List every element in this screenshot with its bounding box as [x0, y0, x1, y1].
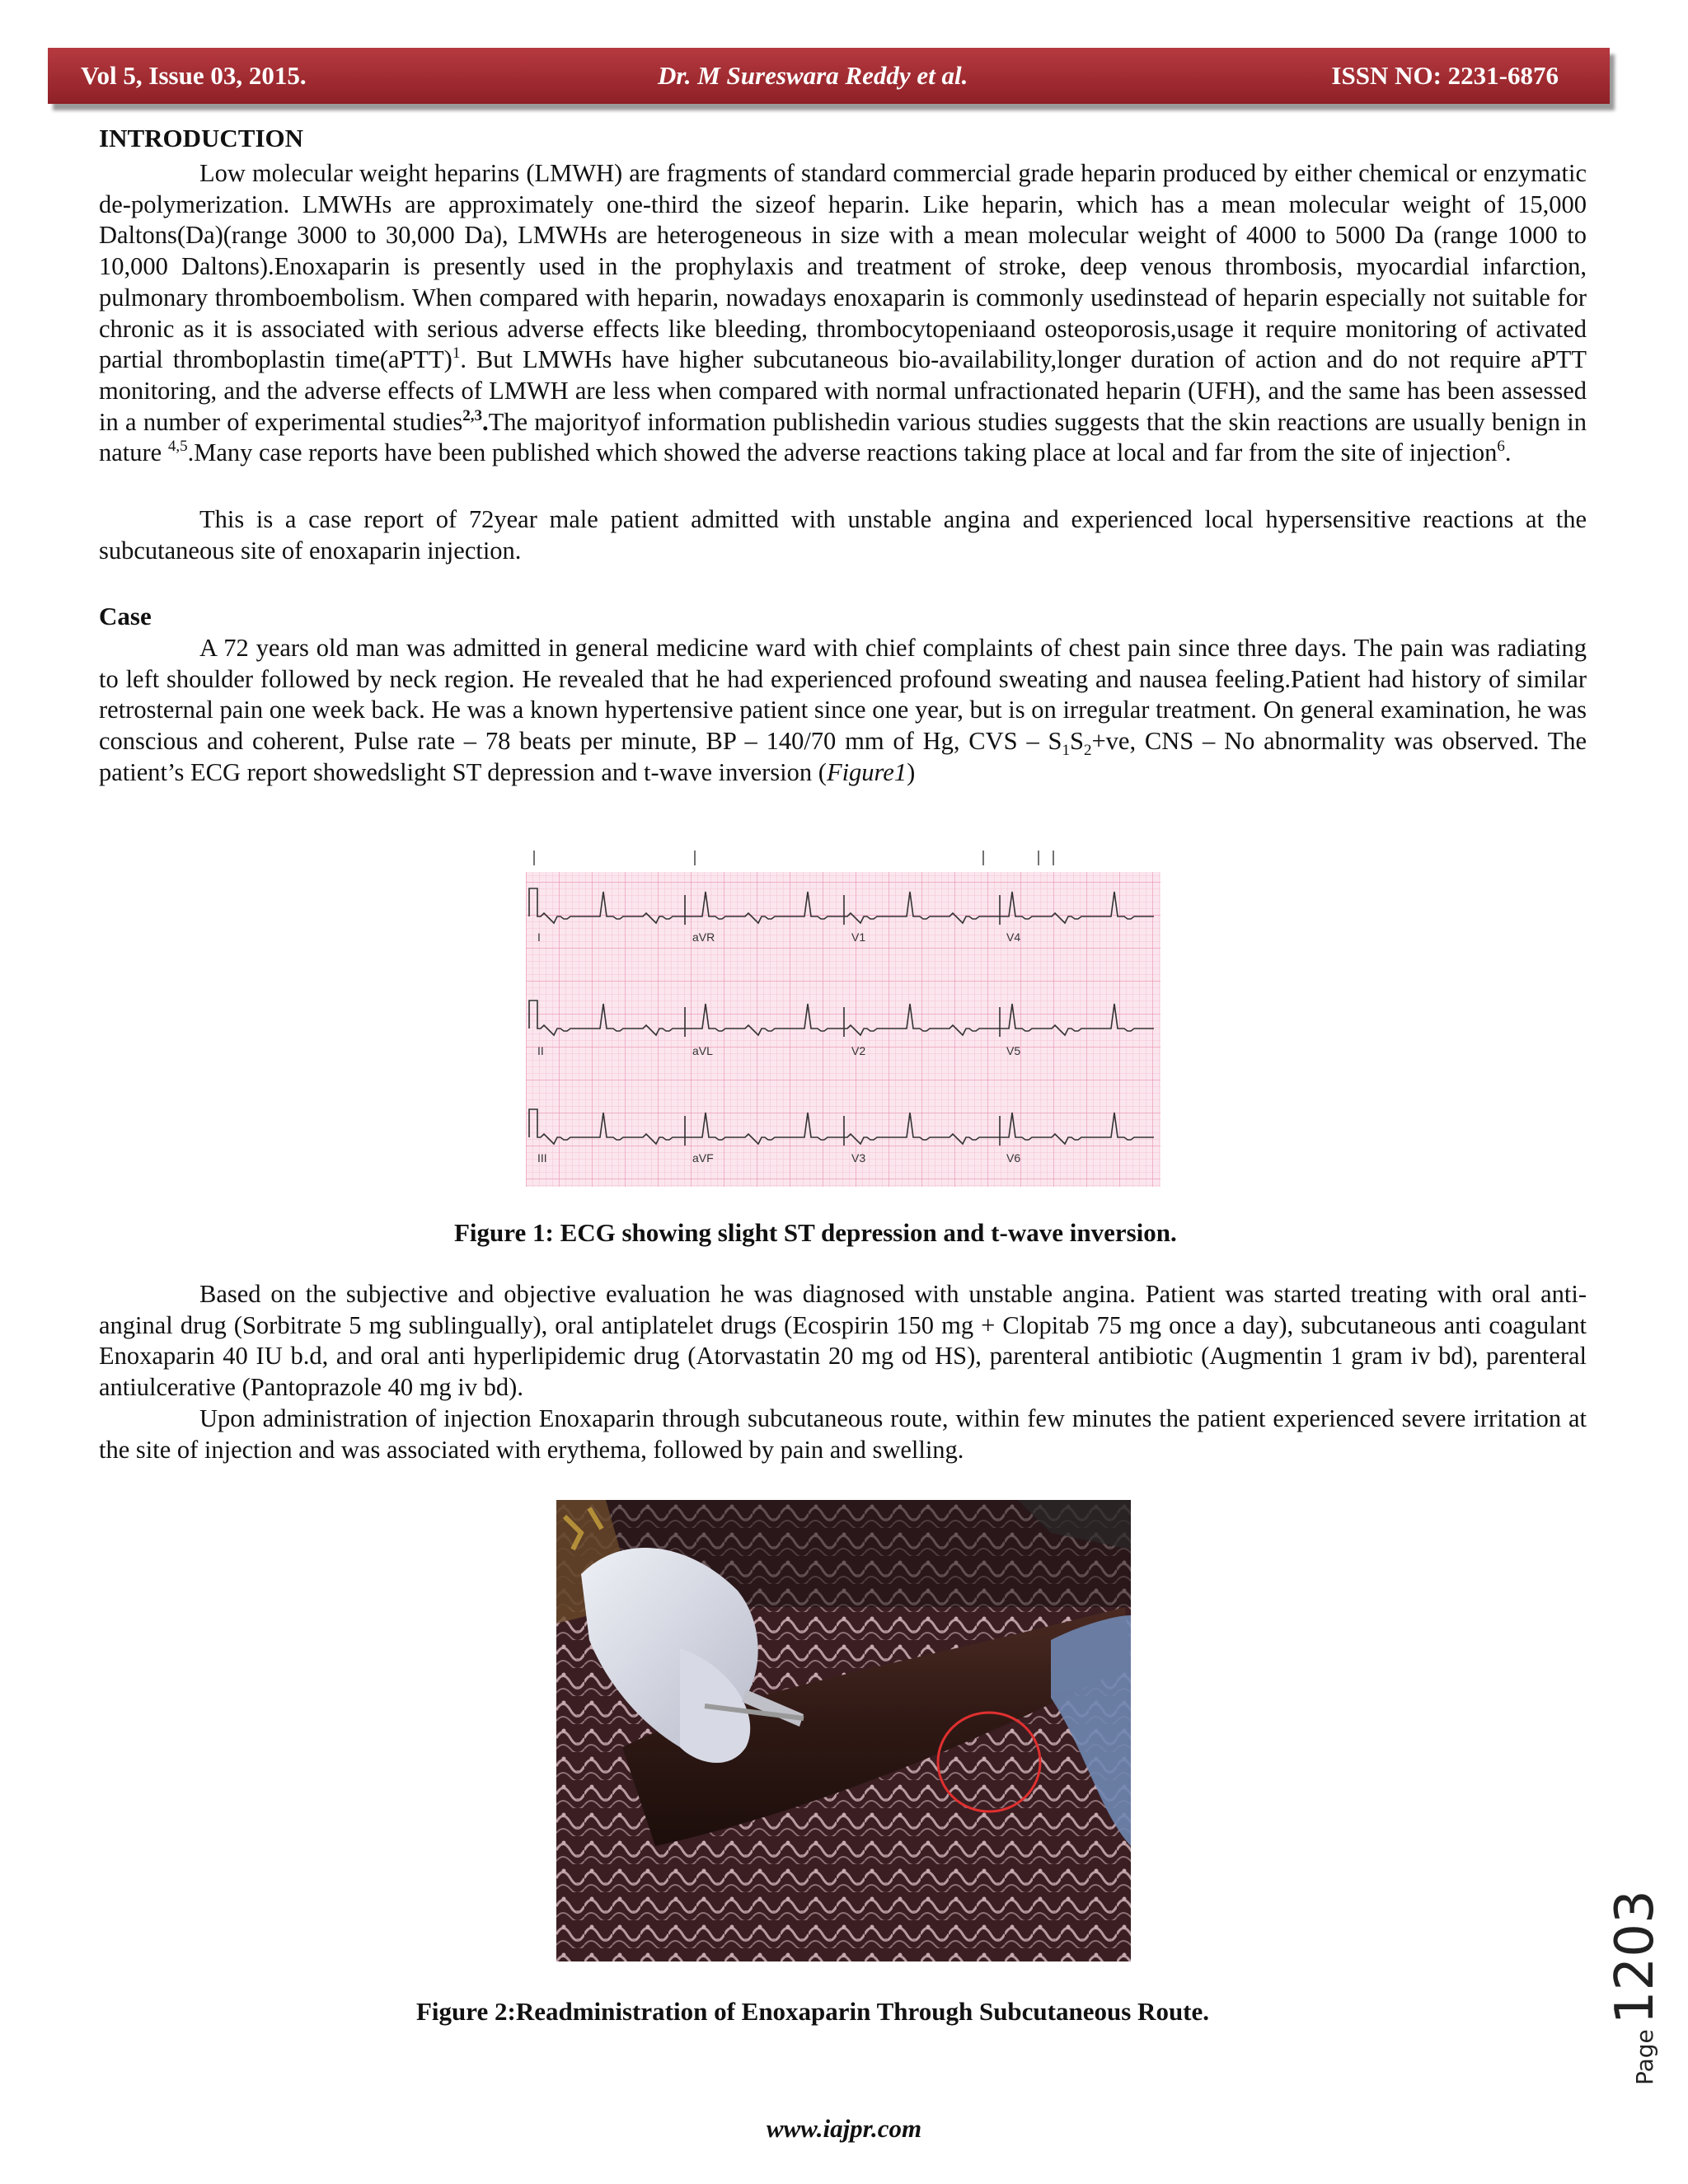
intro-paragraph-2: This is a case report of 72year male patient admitted with unstable angina and experienced local hypersensitive reactions at the subcutaneous site of enoxaparin injection.	[99, 505, 1587, 565]
lead-label: aVL	[692, 1044, 713, 1057]
lead-label: V4	[1006, 930, 1021, 944]
lead-label: V5	[1006, 1044, 1021, 1057]
section-title-case: Case	[99, 602, 152, 630]
subscript: 1	[1062, 742, 1070, 760]
lead-label: I	[537, 930, 541, 944]
page-number: 1203	[1605, 1890, 1666, 2025]
citation-ref: 4,5	[167, 438, 188, 456]
case-text: S	[1069, 727, 1084, 756]
lead-label: V6	[1006, 1151, 1021, 1165]
lead-label: II	[537, 1044, 544, 1057]
header-author: Dr. M Sureswara Reddy et al.	[658, 61, 968, 90]
case-paragraph-1	[99, 633, 1587, 789]
journal-header-bar	[48, 48, 1610, 104]
citation-ref: 6	[1497, 438, 1505, 456]
lead-label: III	[537, 1151, 547, 1165]
page-number-rotated	[1605, 1890, 1666, 2085]
citation-ref: 1	[452, 344, 461, 363]
intro-text: The majorityof information publishedin various studies suggests that the skin reactions are usually benign in nature	[99, 407, 1587, 467]
intro-paragraph-1	[99, 158, 1587, 469]
case-paragraph-2: Based on the subjective and objective evaluation he was diagnosed with unstable angina. Patient was started treating with oral anti-anginal drug (Sorbitrate 5 mg sublingually), oral antiplatelet drugs (Ecospirin 150 mg + Clopitab 75 mg once a day), subcutaneous anti coagulant Enoxaparin 40 IU b.d, and oral anti hyperlipidemic drug (Atorvastatin 20 mg od HS), parenteral antibiotic (Augmentin 1 gram iv bd), parenteral antiulcerative (Pantoprazole 40 mg iv bd).	[99, 1280, 1587, 1402]
page-label: Page	[1631, 2029, 1658, 2085]
ecg-figure	[526, 849, 1160, 1187]
lead-label: aVR	[692, 930, 715, 944]
intro-text: . But LMWHs have higher subcutaneous bio-availability,longer duration of action and do not require aPTT monitoring, and the adverse effects of LMWH are less when compared with normal unfractionated heparin (UFH), and the same has been assessed in a number of experimental studies	[99, 345, 1587, 436]
citation-ref: 2,3	[462, 406, 482, 424]
footer-url[interactable]: www.iajpr.com	[766, 2114, 922, 2143]
lead-label: V3	[851, 1151, 866, 1165]
section-title-introduction: INTRODUCTION	[99, 124, 304, 152]
figure-1-caption: Figure 1: ECG showing slight ST depression and t-wave inversion.	[454, 1218, 1177, 1247]
case-text: A 72 years old man was admitted in general medicine ward with chief complaints of chest pain since three days. The pain was radiating to left shoulder followed by neck region. He revealed that he had experienced profound sweating and nausea feeling.Patient had history of similar retrosternal pain one week back. He was a known hypertensive patient since one year, but is on irregular treatment. On general examination, he was conscious and coherent, Pulse rate – 78 beats per minute, BP – 140/70 mm of Hg, CVS – S	[99, 634, 1587, 756]
header-issn: ISSN NO: 2231-6876	[1331, 61, 1559, 90]
lead-label: aVF	[692, 1151, 714, 1165]
case-text: )	[907, 757, 916, 786]
lead-label: V1	[851, 930, 866, 944]
intro-text: Low molecular weight heparins (LMWH) are fragments of standard commercial grade heparin produced by either chemical or enzymatic de-polymerization. LMWHs are approximately one-third the sizeof heparin. Like heparin, which has a mean molecular weight of 15,000 Daltons(Da)(range 3000 to 30,000 Da), LMWHs are heterogeneous in size with a mean molecular weight of 4000 to 5000 Da (range 1000 to 10,000 Daltons).Enoxaparin is presently used in the prophylaxis and treatment of stroke, deep venous thrombosis, myocardial infarction, pulmonary thromboembolism. When compared with heparin, nowadays enoxaparin is commonly usedinstead of heparin especially not suitable for chronic as it is associated with serious adverse effects like bleeding, thrombocytopeniaand osteoporosis,usage it require monitoring of activated partial thromboplastin time(aPTT)	[99, 159, 1587, 374]
page-number-block	[1603, 1890, 1669, 2085]
intro-text: .	[481, 407, 489, 436]
case-text: +ve, CNS – No abnormality was observed. The patient’s ECG report showedslight ST depression and t-wave inversion (	[99, 727, 1587, 786]
case-paragraph-3: Upon administration of injection Enoxaparin through subcutaneous route, within few minutes the patient experienced severe irritation at the site of injection and was associated with erythema, followed by pain and swelling.	[99, 1404, 1587, 1464]
figure-2-photo	[556, 1500, 1131, 1961]
subscript: 2	[1083, 742, 1092, 760]
figure-2-caption: Figure 2:Readministration of Enoxaparin Through Subcutaneous Route.	[416, 1997, 1210, 2026]
header-volume-issue: Vol 5, Issue 03, 2015.	[81, 61, 307, 90]
figure-reference: Figure1	[826, 757, 907, 786]
lead-label: V2	[851, 1044, 866, 1057]
intro-text: .	[1504, 438, 1512, 467]
intro-text: .Many case reports have been published which showed the adverse reactions taking place at local and far from the site of injection	[187, 438, 1498, 467]
ecg-top-markers	[534, 851, 1053, 865]
